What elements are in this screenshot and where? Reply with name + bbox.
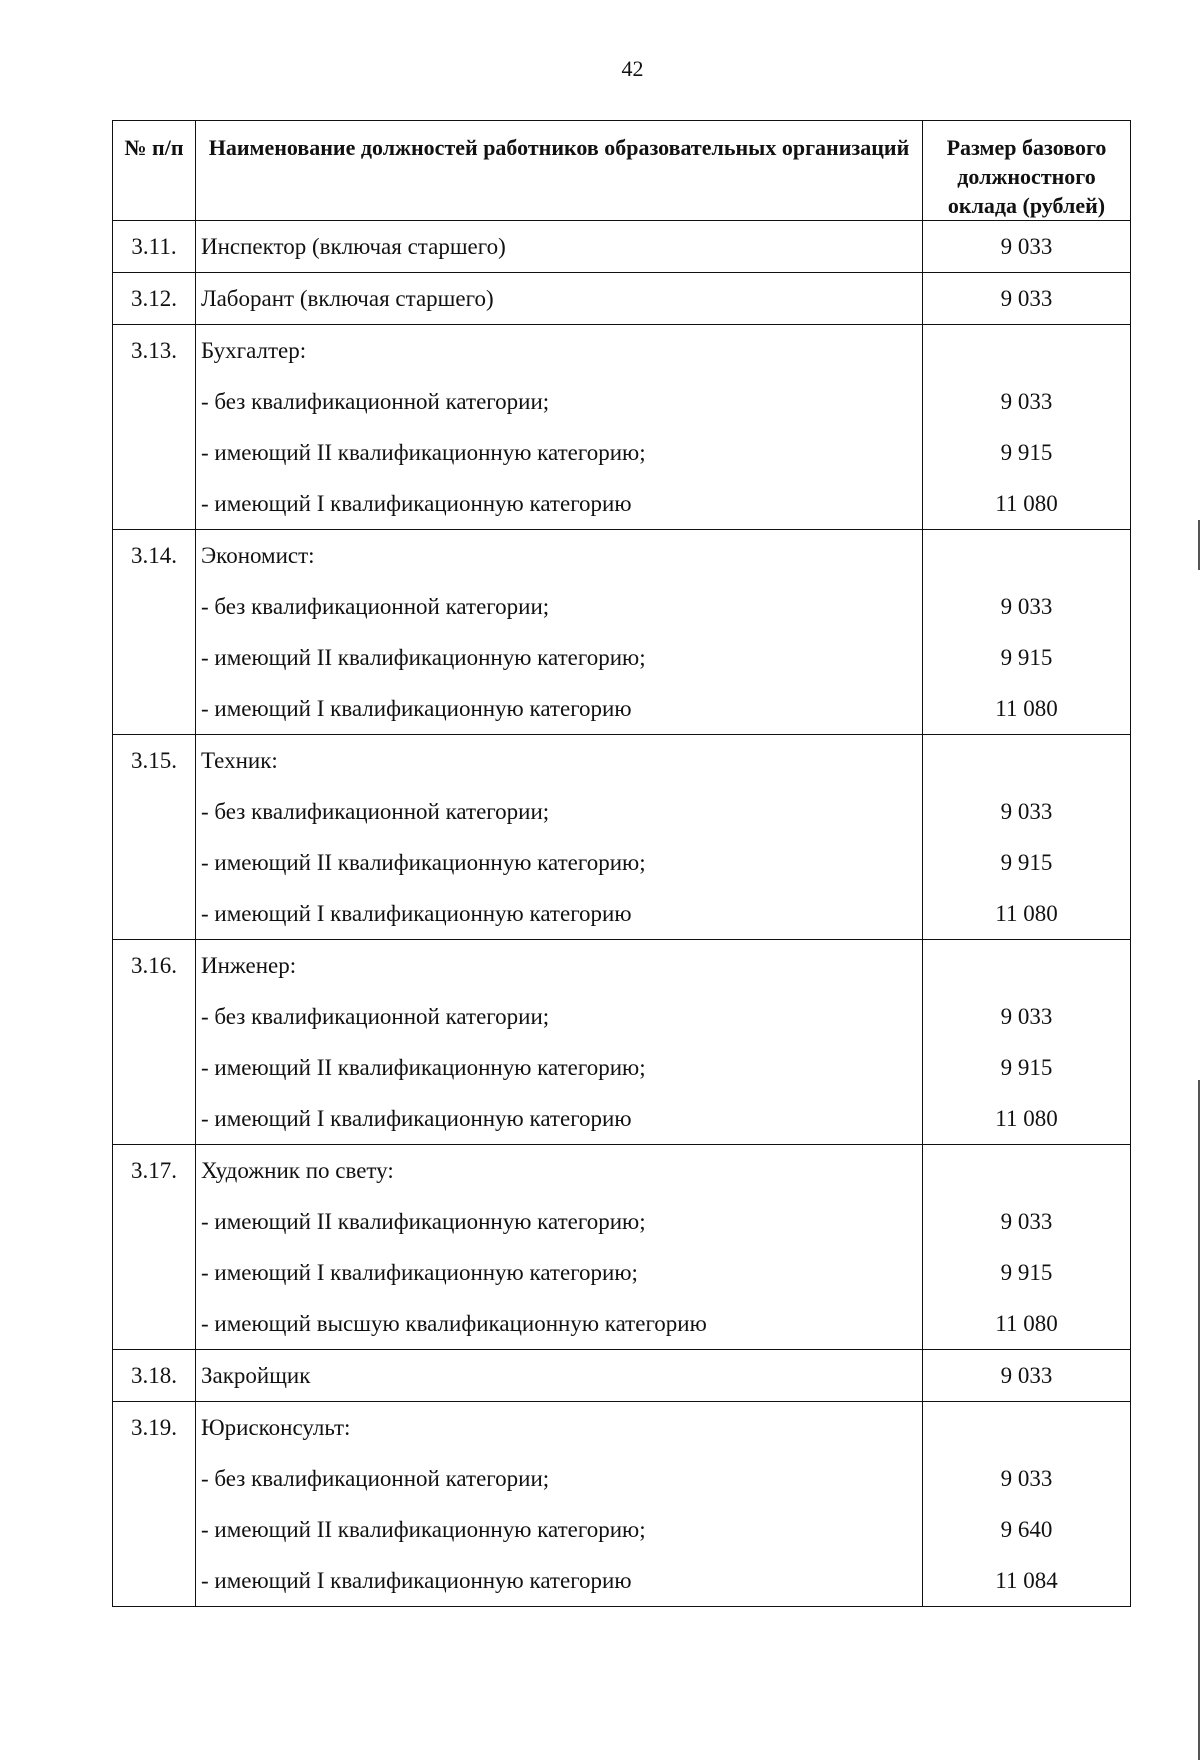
category-line: - имеющий I квалификационную категорию [201,491,632,516]
position-name-cell [196,1402,923,1607]
table-row [113,735,1131,940]
header-base-salary: Размер базового должностного оклада (рублей) [923,121,1131,221]
salary-cell [923,325,1131,530]
table-row [113,325,1131,530]
table-row [113,221,1131,273]
row-number [113,325,196,530]
position-name-cell [196,221,923,273]
row-number-text: 3.15. [131,748,177,773]
salary-cell [923,940,1131,1145]
row-number-text: 3.19. [131,1415,177,1440]
row-number [113,273,196,325]
position-title: Инженер: [201,953,297,978]
table-row [113,1145,1131,1350]
table-row [113,530,1131,735]
row-number-text: 3.13. [131,338,177,363]
category-line: - имеющий II квалификационную категорию; [201,645,646,670]
page-number: 42 [621,56,644,81]
table-body [113,221,1131,1607]
category-line: - без квалификационной категории; [201,594,550,619]
row-number [113,735,196,940]
salary-value [923,1402,1130,1453]
salary-value: 9 915 [1000,850,1053,875]
position-title: Юрисконсульт: [201,1415,351,1440]
position-title: Инспектор (включая старшего) [201,234,506,259]
salary-value: 11 080 [995,1311,1058,1336]
salary-value: 11 080 [995,491,1058,516]
row-number-text: 3.18. [131,1363,177,1388]
position-name-cell [196,735,923,940]
category-line: - имеющий II квалификационную категорию; [201,850,646,875]
salary-value: 11 084 [995,1568,1058,1593]
row-number [113,1350,196,1402]
salary-value: 9 915 [1000,1055,1053,1080]
salary-table [112,120,1131,1607]
position-name-cell [196,325,923,530]
row-number-text: 3.11. [131,234,177,259]
table-row [113,1350,1131,1402]
position-name-cell [196,273,923,325]
position-name-cell [196,530,923,735]
position-title: Лаборант (включая старшего) [201,286,494,311]
category-line: - имеющий I квалификационную категорию [201,696,632,721]
salary-cell [923,530,1131,735]
salary-value: 9 033 [1000,1209,1053,1234]
salary-value [923,940,1130,991]
category-line: - имеющий II квалификационную категорию; [201,440,646,465]
row-number [113,1402,196,1607]
category-line: - имеющий I квалификационную категорию [201,1106,632,1131]
salary-value: 9 033 [1000,1363,1053,1388]
salary-value [923,530,1130,581]
row-number-text: 3.16. [131,953,177,978]
row-number [113,940,196,1145]
table-row [113,1402,1131,1607]
position-title: Художник по свету: [201,1158,394,1183]
salary-value: 9 915 [1000,1260,1053,1285]
salary-value [923,735,1130,786]
salary-value: 11 080 [995,1106,1058,1131]
salary-cell [923,1402,1131,1607]
salary-value: 11 080 [995,696,1058,721]
category-line: - без квалификационной категории; [201,799,550,824]
row-number [113,530,196,735]
row-number [113,1145,196,1350]
salary-value: 9 033 [1000,286,1053,311]
salary-cell [923,1350,1131,1402]
salary-cell [923,273,1131,325]
position-title: Закройщик [201,1363,311,1388]
header-position-name: Наименование должностей работников образовательных организаций [196,121,923,221]
salary-value: 9 640 [1000,1517,1053,1542]
row-number-text: 3.12. [131,286,177,311]
category-line: - имеющий II квалификационную категорию; [201,1055,646,1080]
category-line: - без квалификационной категории; [201,389,550,414]
salary-value: 9 033 [1000,234,1053,259]
position-name-cell [196,1145,923,1350]
category-line: - имеющий I квалификационную категорию; [201,1260,638,1285]
salary-value [923,1145,1130,1196]
header-number: № п/п [113,121,196,221]
category-line: - имеющий I квалификационную категорию [201,1568,632,1593]
salary-value: 9 033 [1000,389,1053,414]
category-line: - имеющий высшую квалификационную категорию [201,1311,707,1336]
salary-value: 11 080 [995,901,1058,926]
salary-value: 9 033 [1000,1004,1053,1029]
salary-value: 9 033 [1000,799,1053,824]
table-header-row [113,121,1131,221]
salary-value: 9 033 [1000,594,1053,619]
salary-cell [923,1145,1131,1350]
salary-value [923,325,1130,376]
row-number [113,221,196,273]
position-name-cell [196,940,923,1145]
category-line: - имеющий II квалификационную категорию; [201,1209,646,1234]
position-name-cell [196,1350,923,1402]
salary-value: 9 915 [1000,440,1053,465]
salary-value: 9 033 [1000,1466,1053,1491]
salary-cell [923,735,1131,940]
row-number-text: 3.17. [131,1158,177,1183]
category-line: - без квалификационной категории; [201,1004,550,1029]
position-title: Экономист: [201,543,315,568]
row-number-text: 3.14. [131,543,177,568]
salary-value: 9 915 [1000,645,1053,670]
position-title: Бухгалтер: [201,338,307,363]
category-line: - имеющий II квалификационную категорию; [201,1517,646,1542]
table-row [113,940,1131,1145]
category-line: - без квалификационной категории; [201,1466,550,1491]
category-line: - имеющий I квалификационную категорию [201,901,632,926]
table-row [113,273,1131,325]
position-title: Техник: [201,748,278,773]
salary-cell [923,221,1131,273]
